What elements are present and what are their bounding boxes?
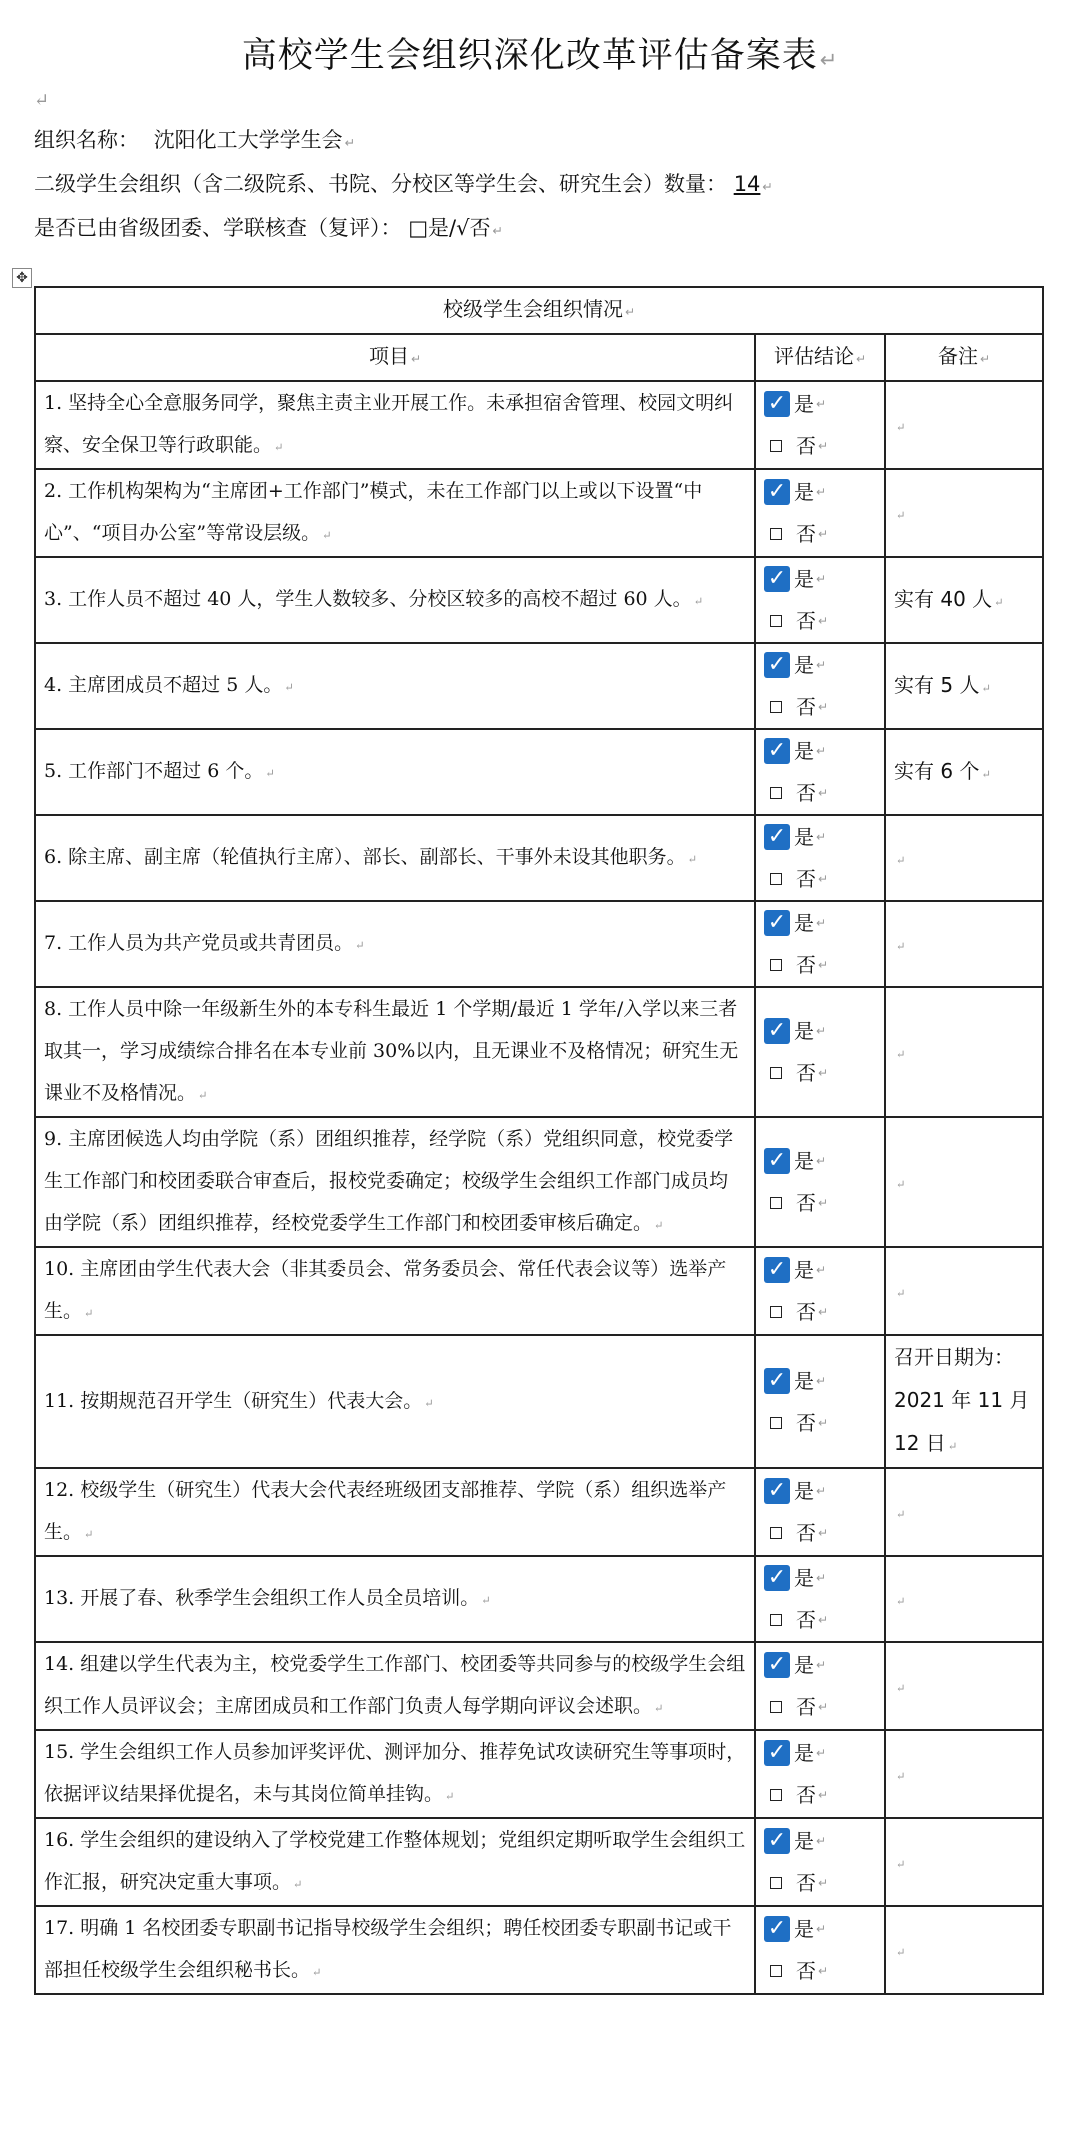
note-cell: ↵ xyxy=(885,987,1043,1117)
note-cell: ↵ xyxy=(885,1247,1043,1335)
table-row xyxy=(35,381,1043,469)
empty-checkbox-icon[interactable] xyxy=(770,701,782,713)
no-label: 否 xyxy=(796,1871,816,1895)
item-text: 9. 主席团候选人均由学院（系）团组织推荐，经学院（系）党组织同意，校党委学生工作部门和校团委联合审查后，报校党委确定；校级学生会组织工作部门成员均由学院（系）团组织推荐，经校党委学生工作部门和校团委审核后确定。 xyxy=(44,1128,734,1234)
col-header-item: 项目 ↵ xyxy=(35,334,755,381)
org-name-line: 组织名称： 沈阳化工大学学生会 ↵ xyxy=(34,128,356,152)
item-cell: 6. 除主席、副主席（轮值执行主席）、部长、副部长、干事外未设其他职务。 ↵ xyxy=(35,815,755,901)
table-row xyxy=(35,643,1043,729)
option-yes[interactable]: ✓ 是 ↵ xyxy=(764,383,876,425)
note-cell: ↵ xyxy=(885,469,1043,557)
item-cell: 5. 工作部门不超过 6 个。 ↵ xyxy=(35,729,755,815)
checked-checkbox-icon[interactable]: ✓ xyxy=(764,1652,790,1678)
yes-label: 是 xyxy=(794,1829,814,1853)
note-cell: ↵ xyxy=(885,1117,1043,1247)
conclusion-cell xyxy=(755,1117,885,1247)
empty-checkbox-icon[interactable] xyxy=(770,1965,782,1977)
option-yes[interactable]: ✓ 是 ↵ xyxy=(764,1140,876,1182)
empty-checkbox-icon[interactable] xyxy=(770,528,782,540)
sub-org-line: 二级学生会组织（含二级院系、书院、分校区等学生会、研究生会）数量： 14 ↵ xyxy=(34,172,773,196)
note-cell: ↵ xyxy=(885,381,1043,469)
note-text: 实有 5 人 xyxy=(894,672,980,697)
option-no[interactable]: 否 ↵ xyxy=(764,1862,876,1904)
note-cell: ↵ xyxy=(885,901,1043,987)
document-title: 高校学生会组织深化改革评估备案表↵ xyxy=(241,36,839,76)
no-label: 否 xyxy=(796,1191,816,1215)
table-row xyxy=(35,1556,1043,1642)
option-no[interactable]: 否 ↵ xyxy=(764,686,876,728)
sub-org-count: 14 xyxy=(733,172,761,196)
table-row xyxy=(35,1117,1043,1247)
no-label: 否 xyxy=(796,867,816,891)
table-row xyxy=(35,1335,1043,1468)
empty-checkbox-icon[interactable] xyxy=(770,1789,782,1801)
return-mark: ↵ xyxy=(34,90,50,111)
table-row xyxy=(35,987,1043,1117)
section-title: 校级学生会组织情况 ↵ xyxy=(35,287,1043,334)
checked-checkbox-icon[interactable]: ✓ xyxy=(764,1916,790,1942)
note-cell: ↵ xyxy=(885,815,1043,901)
option-no[interactable]: 否 ↵ xyxy=(764,425,876,467)
item-cell: 1. 坚持全心全意服务同学，聚焦主责主业开展工作。未承担宿舍管理、校园文明纠察、安全保卫等行政职能。 ↵ xyxy=(35,381,755,469)
no-label: 否 xyxy=(796,1410,816,1435)
conclusion-cell xyxy=(755,643,885,729)
assessment-table xyxy=(34,286,1044,1995)
review-label: 是否已由省级团委、学联核查（复评）： xyxy=(34,216,402,240)
note-cell: ↵ xyxy=(885,1730,1043,1818)
empty-checkbox-icon[interactable] xyxy=(770,787,782,799)
option-no[interactable]: 否 ↵ xyxy=(764,1182,876,1224)
no-label: 否 xyxy=(796,434,816,458)
org-name-label: 组织名称： xyxy=(34,128,139,152)
conclusion-cell xyxy=(755,1730,885,1818)
item-cell: 4. 主席团成员不超过 5 人。 ↵ xyxy=(35,643,755,729)
yes-label: 是 xyxy=(794,911,814,935)
no-label: 否 xyxy=(796,1061,816,1085)
item-text: 5. 工作部门不超过 6 个。 xyxy=(44,760,264,782)
checked-checkbox-icon[interactable]: ✓ xyxy=(764,1018,790,1044)
no-label: 否 xyxy=(796,953,816,977)
checked-checkbox-icon[interactable]: ✓ xyxy=(764,1368,790,1394)
option-yes[interactable]: ✓ 是 ↵ xyxy=(764,1908,876,1950)
option-yes[interactable]: ✓ 是 ↵ xyxy=(764,1820,876,1862)
option-no[interactable]: 否 ↵ xyxy=(764,1052,876,1094)
conclusion-cell xyxy=(755,557,885,643)
item-cell: 7. 工作人员为共产党员或共青团员。 ↵ xyxy=(35,901,755,987)
option-yes[interactable]: ✓ 是 ↵ xyxy=(764,816,876,858)
yes-label: 是 xyxy=(794,1368,814,1393)
note-text: 实有 6 个 xyxy=(894,758,980,783)
yes-label: 是 xyxy=(794,1653,814,1677)
conclusion-cell xyxy=(755,1642,885,1730)
option-yes[interactable]: ✓ 是 ↵ xyxy=(764,1249,876,1291)
yes-label: 是 xyxy=(794,1019,814,1043)
table-row xyxy=(35,1468,1043,1556)
table-row xyxy=(35,1730,1043,1818)
option-no[interactable]: 否 ↵ xyxy=(764,1402,876,1444)
yes-label: 是 xyxy=(794,392,814,416)
item-text: 11. 按期规范召开学生（研究生）代表大会。 xyxy=(44,1389,423,1412)
note-cell: 实有 6 个 ↵ xyxy=(885,729,1043,815)
option-no[interactable]: 否 ↵ xyxy=(764,772,876,814)
item-text: 2. 工作机构架构为“主席团+工作部门”模式，未在工作部门以上或以下设置“中心”、“项目办公室”等常设层级。 xyxy=(44,480,703,544)
column-header-row xyxy=(35,334,1043,381)
yes-label: 是 xyxy=(794,1258,814,1282)
note-cell: 实有 5 人 ↵ xyxy=(885,643,1043,729)
checked-checkbox-icon[interactable]: ✓ xyxy=(764,566,790,592)
yes-label: 是 xyxy=(794,825,814,849)
option-no[interactable]: 否 ↵ xyxy=(764,1512,876,1554)
note-cell: ↵ xyxy=(885,1906,1043,1994)
col-header-note: 备注 ↵ xyxy=(885,334,1043,381)
empty-checkbox-icon[interactable] xyxy=(770,615,782,627)
option-no[interactable]: 否 ↵ xyxy=(764,1950,876,1992)
item-text: 15. 学生会组织工作人员参加评奖评优、测评加分、推荐免试攻读研究生等事项时，依据评议结果择优提名，未与其岗位简单挂钩。 xyxy=(44,1741,746,1805)
yes-label: 是 xyxy=(794,567,814,591)
option-no[interactable]: 否 ↵ xyxy=(764,944,876,986)
note-cell: ↵ xyxy=(885,1818,1043,1906)
item-cell: 17. 明确 1 名校团委专职副书记指导校级学生会组织；聘任校团委专职副书记或干部担任校级学生会组织秘书长。 ↵ xyxy=(35,1906,755,1994)
conclusion-cell xyxy=(755,1335,885,1468)
yes-label: 是 xyxy=(794,1479,814,1503)
org-name-value: 沈阳化工大学学生会 xyxy=(153,128,343,152)
item-text: 16. 学生会组织的建设纳入了学校党建工作整体规划；党组织定期听取学生会组织工作汇报，研究决定重大事项。 xyxy=(44,1829,746,1893)
checked-checkbox-icon[interactable]: ✓ xyxy=(764,1257,790,1283)
table-row xyxy=(35,901,1043,987)
option-yes[interactable]: ✓ 是 ↵ xyxy=(764,558,876,600)
empty-checkbox-icon[interactable] xyxy=(770,959,782,971)
checked-checkbox-icon[interactable]: ✓ xyxy=(764,391,790,417)
no-label: 否 xyxy=(796,1783,816,1807)
option-yes[interactable]: ✓ 是 ↵ xyxy=(764,1010,876,1052)
conclusion-cell xyxy=(755,901,885,987)
item-text: 6. 除主席、副主席（轮值执行主席）、部长、副部长、干事外未设其他职务。 xyxy=(44,846,686,868)
checked-checkbox-icon[interactable]: ✓ xyxy=(764,1565,790,1591)
conclusion-cell xyxy=(755,815,885,901)
yes-label: 是 xyxy=(794,1741,814,1765)
no-label: 否 xyxy=(796,1300,816,1324)
option-yes[interactable]: ✓ 是 ↵ xyxy=(764,1470,876,1512)
conclusion-cell xyxy=(755,1247,885,1335)
review-yes: □是/ xyxy=(408,216,457,240)
item-cell: 10. 主席团由学生代表大会（非其委员会、常务委员会、常任代表会议等）选举产生。 ↵ xyxy=(35,1247,755,1335)
empty-checkbox-icon[interactable] xyxy=(770,1197,782,1209)
item-text: 4. 主席团成员不超过 5 人。 xyxy=(44,674,283,696)
note-cell: ↵ xyxy=(885,1468,1043,1556)
option-no[interactable]: 否 ↵ xyxy=(764,600,876,642)
col-header-conclusion: 评估结论 ↵ xyxy=(755,334,885,381)
item-cell: 16. 学生会组织的建设纳入了学校党建工作整体规划；党组织定期听取学生会组织工作汇报，研究决定重大事项。 ↵ xyxy=(35,1818,755,1906)
conclusion-cell xyxy=(755,469,885,557)
table-row xyxy=(35,557,1043,643)
option-yes[interactable]: ✓ 是 ↵ xyxy=(764,1360,876,1402)
item-cell: 14. 组建以学生代表为主，校党委学生工作部门、校团委等共同参与的校级学生会组织工作人员评议会；主席团成员和工作部门负责人每学期向评议会述职。 ↵ xyxy=(35,1642,755,1730)
note-cell: 召开日期为：2021 年 11 月 12 日 ↵ xyxy=(885,1335,1043,1468)
item-cell: 12. 校级学生（研究生）代表大会代表经班级团支部推荐、学院（系）组织选举产生。 ↵ xyxy=(35,1468,755,1556)
item-cell: 8. 工作人员中除一年级新生外的本专科生最近 1 个学期/最近 1 学年/入学以来三者取其一，学习成绩综合排名在本专业前 30%以内，且无课业不及格情况；研究生无课业不及格情况。 ↵ xyxy=(35,987,755,1117)
conclusion-cell xyxy=(755,729,885,815)
checked-checkbox-icon[interactable]: ✓ xyxy=(764,1740,790,1766)
empty-checkbox-icon[interactable] xyxy=(770,873,782,885)
no-label: 否 xyxy=(796,1695,816,1719)
note-cell: ↵ xyxy=(885,1556,1043,1642)
yes-label: 是 xyxy=(794,1149,814,1173)
item-cell: 11. 按期规范召开学生（研究生）代表大会。 ↵ xyxy=(35,1335,755,1468)
item-text: 14. 组建以学生代表为主，校党委学生工作部门、校团委等共同参与的校级学生会组织工作人员评议会；主席团成员和工作部门负责人每学期向评议会述职。 xyxy=(44,1653,746,1717)
conclusion-cell xyxy=(755,1818,885,1906)
no-label: 否 xyxy=(796,522,816,546)
note-text: 召开日期为：2021 年 11 月 12 日 xyxy=(894,1345,1030,1455)
option-yes[interactable]: ✓ 是 ↵ xyxy=(764,644,876,686)
empty-checkbox-icon[interactable] xyxy=(770,1067,782,1079)
section-header-row xyxy=(35,287,1043,334)
yes-label: 是 xyxy=(794,739,814,763)
item-cell: 13. 开展了春、秋季学生会组织工作人员全员培训。 ↵ xyxy=(35,1556,755,1642)
no-label: 否 xyxy=(796,1608,816,1632)
item-cell: 3. 工作人员不超过 40 人，学生人数较多、分校区较多的高校不超过 60 人。 ↵ xyxy=(35,557,755,643)
sub-org-label: 二级学生会组织（含二级院系、书院、分校区等学生会、研究生会）数量： xyxy=(34,172,727,196)
item-text: 10. 主席团由学生代表大会（非其委员会、常务委员会、常任代表会议等）选举产生。 xyxy=(44,1258,727,1322)
option-no[interactable]: 否 ↵ xyxy=(764,858,876,900)
review-line: 是否已由省级团委、学联核查（复评）： □是/√否 ↵ xyxy=(34,216,504,240)
option-yes[interactable]: ✓ 是 ↵ xyxy=(764,471,876,513)
item-text: 8. 工作人员中除一年级新生外的本专科生最近 1 个学期/最近 1 学年/入学以来三者取其一，学习成绩综合排名在本专业前 30%以内，且无课业不及格情况；研究生无课业不及格情况。 xyxy=(44,998,739,1104)
option-yes[interactable]: ✓ 是 ↵ xyxy=(764,1557,876,1599)
yes-label: 是 xyxy=(794,480,814,504)
checked-checkbox-icon[interactable]: ✓ xyxy=(764,824,790,850)
item-cell: 2. 工作机构架构为“主席团+工作部门”模式，未在工作部门以上或以下设置“中心”、“项目办公室”等常设层级。 ↵ xyxy=(35,469,755,557)
checked-checkbox-icon[interactable]: ✓ xyxy=(764,479,790,505)
no-label: 否 xyxy=(796,781,816,805)
no-label: 否 xyxy=(796,1959,816,1983)
conclusion-cell xyxy=(755,1556,885,1642)
empty-checkbox-icon[interactable] xyxy=(770,1877,782,1889)
checked-checkbox-icon[interactable]: ✓ xyxy=(764,1828,790,1854)
table-row xyxy=(35,1818,1043,1906)
option-no[interactable]: 否 ↵ xyxy=(764,1686,876,1728)
conclusion-cell xyxy=(755,381,885,469)
item-text: 17. 明确 1 名校团委专职副书记指导校级学生会组织；聘任校团委专职副书记或干部担任校级学生会组织秘书长。 xyxy=(44,1917,732,1981)
no-label: 否 xyxy=(796,695,816,719)
empty-checkbox-icon[interactable] xyxy=(770,1701,782,1713)
item-text: 13. 开展了春、秋季学生会组织工作人员全员培训。 xyxy=(44,1587,480,1609)
empty-checkbox-icon[interactable] xyxy=(770,1527,782,1539)
conclusion-cell xyxy=(755,987,885,1117)
empty-checkbox-icon[interactable] xyxy=(770,1614,782,1626)
checked-checkbox-icon[interactable]: ✓ xyxy=(764,910,790,936)
review-no: √否 xyxy=(456,216,491,240)
table-row xyxy=(35,1642,1043,1730)
no-label: 否 xyxy=(796,1521,816,1545)
conclusion-cell xyxy=(755,1468,885,1556)
checked-checkbox-icon[interactable]: ✓ xyxy=(764,652,790,678)
note-text: 实有 40 人 xyxy=(894,586,993,611)
table-row xyxy=(35,815,1043,901)
option-no[interactable]: 否 ↵ xyxy=(764,1291,876,1333)
checked-checkbox-icon[interactable]: ✓ xyxy=(764,738,790,764)
table-row xyxy=(35,469,1043,557)
yes-label: 是 xyxy=(794,1917,814,1941)
empty-checkbox-icon[interactable] xyxy=(770,1306,782,1318)
option-yes[interactable]: ✓ 是 ↵ xyxy=(764,1644,876,1686)
option-no[interactable]: 否 ↵ xyxy=(764,1774,876,1816)
table-row xyxy=(35,1247,1043,1335)
empty-checkbox-icon[interactable] xyxy=(770,440,782,452)
checked-checkbox-icon[interactable]: ✓ xyxy=(764,1478,790,1504)
checked-checkbox-icon[interactable]: ✓ xyxy=(764,1148,790,1174)
yes-label: 是 xyxy=(794,653,814,677)
item-cell: 9. 主席团候选人均由学院（系）团组织推荐，经学院（系）党组织同意，校党委学生工作部门和校团委联合审查后，报校党委确定；校级学生会组织工作部门成员均由学院（系）团组织推荐，经校党委学生工作部门和校团委审核后确定。 ↵ xyxy=(35,1117,755,1247)
option-yes[interactable]: ✓ 是 ↵ xyxy=(764,730,876,772)
table-row xyxy=(35,1906,1043,1994)
item-cell: 15. 学生会组织工作人员参加评奖评优、测评加分、推荐免试攻读研究生等事项时，依据评议结果择优提名，未与其岗位简单挂钩。 ↵ xyxy=(35,1730,755,1818)
note-cell: 实有 40 人 ↵ xyxy=(885,557,1043,643)
empty-checkbox-icon[interactable] xyxy=(770,1417,782,1429)
item-text: 1. 坚持全心全意服务同学，聚焦主责主业开展工作。未承担宿舍管理、校园文明纠察、安全保卫等行政职能。 xyxy=(44,392,734,456)
option-yes[interactable]: ✓ 是 ↵ xyxy=(764,902,876,944)
item-text: 3. 工作人员不超过 40 人，学生人数较多、分校区较多的高校不超过 60 人。 xyxy=(44,588,692,610)
table-body xyxy=(35,381,1043,1994)
option-no[interactable]: 否 ↵ xyxy=(764,1599,876,1641)
no-label: 否 xyxy=(796,609,816,633)
yes-label: 是 xyxy=(794,1566,814,1590)
item-text: 7. 工作人员为共产党员或共青团员。 xyxy=(44,932,354,954)
note-cell: ↵ xyxy=(885,1642,1043,1730)
conclusion-cell xyxy=(755,1906,885,1994)
table-move-handle-icon[interactable]: ✥ xyxy=(12,268,32,288)
table-row xyxy=(35,729,1043,815)
option-yes[interactable]: ✓ 是 ↵ xyxy=(764,1732,876,1774)
option-no[interactable]: 否 ↵ xyxy=(764,513,876,555)
item-text: 12. 校级学生（研究生）代表大会代表经班级团支部推荐、学院（系）组织选举产生。 xyxy=(44,1479,727,1543)
